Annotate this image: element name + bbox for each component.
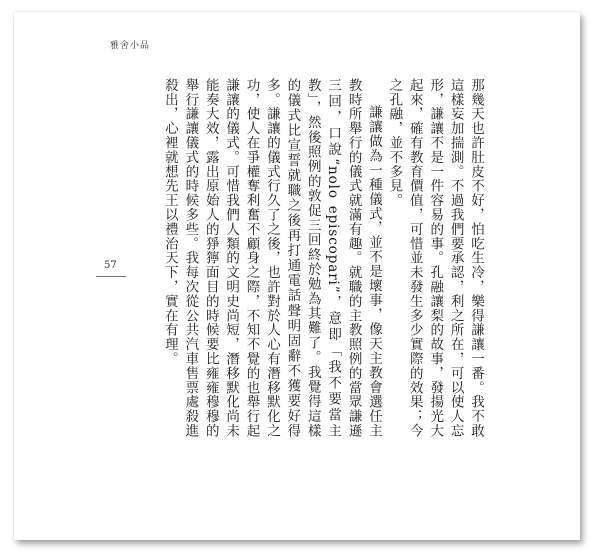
book-page — [14, 12, 580, 540]
vertical-text-block — [160, 78, 487, 438]
paragraph: 謙讓做為一種儀式，並不是壞事，像天主教會選任主教時所舉行的儀式就滿有趣。就職的主教照例的當眾謙遜三回，口說“nolo episcopari”，意即「我不要當主教」，然後照例的敦促三回終於勉為其難了。我覺得這樣的儀式比宣誓就職之後再打通電話聲明固辭不獲要好得多。謙讓的儀式行久了之後，也許對於人心有潛移默化之功，使人在爭權奪利奮不顧身之際，不知不覺的也舉行起謙讓的儀式。可惜我們人類的文明史尚短，潛移默化尚未能奏大效，露出原始人的猙獰面目的時候要比雍雍穆穆的舉行謙讓儀式的時候多些。我每次從公共汽車售票處殺進殺出，心裡就想先王以禮治天下，實在有理。 — [161, 78, 382, 438]
page-number-rule — [96, 276, 126, 277]
page-number: 57 — [104, 260, 117, 271]
paragraph: 那幾天也許肚皮不好，怕吃生冷，樂得謙讓一番。我不敢這樣妄加揣測。不過我們要承認，利之所在，可以使人忘形，謙讓不是一件容易的事。孔融讓梨的故事，發揚光大起來，確有教育價值，可惜並未發生多少實際的效果；今之孔融，並不多見。 — [386, 78, 484, 438]
running-title: 雅舍小品 — [110, 41, 151, 51]
